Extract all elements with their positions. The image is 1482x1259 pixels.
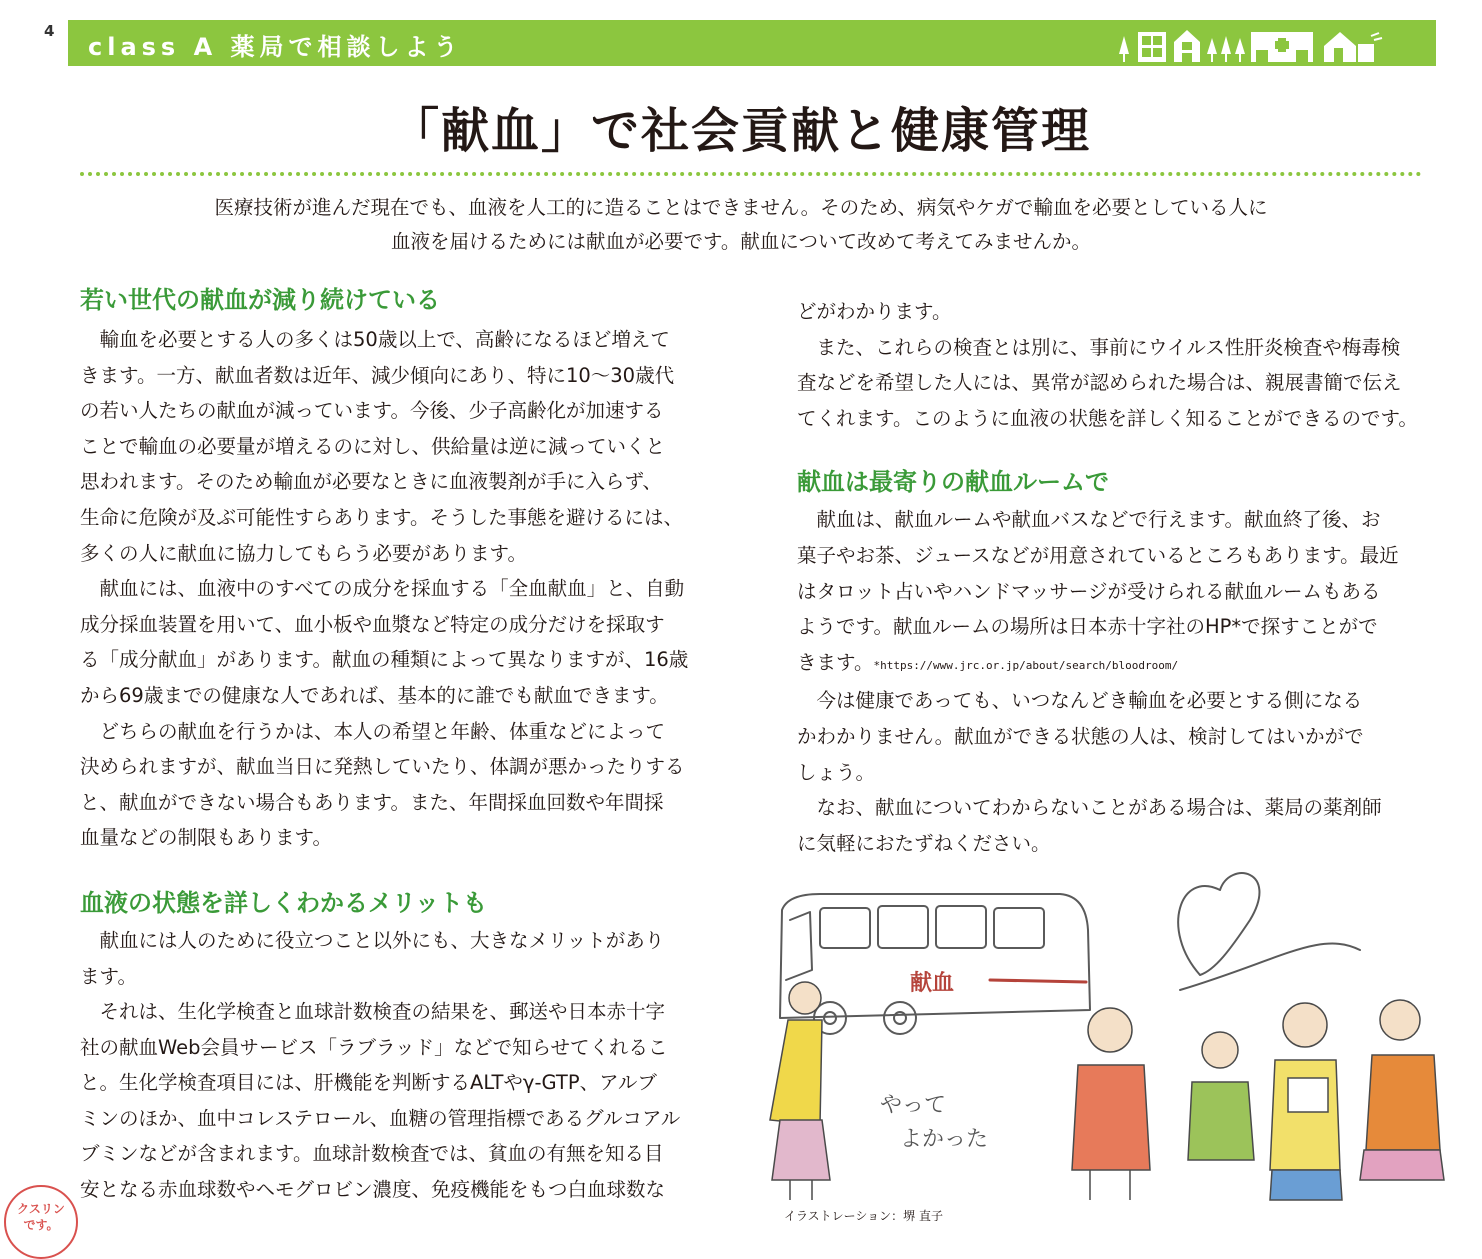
body-line: はタロット占いやハンドマッサージが受けられる献血ルームもある	[797, 579, 1381, 603]
handwritten-text-2: よかった	[900, 1127, 989, 1152]
body-line: 菓子やお茶、ジュースなどが用意されているところもあります。最近	[797, 543, 1399, 567]
town-icons	[1116, 24, 1406, 66]
mascot-badge	[4, 1185, 78, 1259]
illustration-credit: イラストレーション：堺 直子	[784, 1209, 943, 1223]
lead-line: 医療技術が進んだ現在でも、血液を人工的に造ることはできません。そのため、病気やケガで輸血を必要としている人に	[214, 196, 1268, 219]
body-line: どちらの献血を行うかは、本人の希望と年齢、体重などによって	[80, 719, 666, 743]
lead-line: 血液を届けるためには献血が必要です。献血について改めて考えてみませんか。	[390, 230, 1092, 253]
class-header-bar	[68, 20, 1436, 66]
body-line: 血量などの制限もあります。	[80, 826, 332, 850]
body-line: 献血には、血液中のすべての成分を採血する「全血献血」と、自動	[80, 577, 685, 601]
section-body	[797, 294, 1437, 436]
body-line: ようです。献血ルームの場所は日本赤十字社のHP*で探すことがで	[797, 615, 1378, 639]
body-line: ます。	[80, 964, 137, 988]
body-line: 今は健康であっても、いつなんどき輸血を必要とする側になる	[797, 689, 1363, 713]
body-line: に気軽におたずねください。	[797, 831, 1051, 855]
body-line: 輸血を必要とする人の多くは50歳以上で、高齢になるほど増えて	[80, 328, 670, 351]
section-body	[80, 923, 720, 1208]
body-line: 生命に危険が及ぶ可能性すらあります。そうした事態を避けるには、	[80, 505, 683, 529]
body-line: また、これらの検査とは別に、事前にウイルス性肝炎検査や梅毒検	[797, 335, 1401, 359]
body-line: それは、生化学検査と血球計数検査の結果を、郵送や日本赤十字	[80, 1000, 666, 1024]
body-line: 思われます。そのため輸血が必要なときに血液製剤が手に入らず、	[80, 470, 662, 494]
badge-text: クスリン です。	[17, 1202, 65, 1232]
body-line: なお、献血についてわからないことがある場合は、薬局の薬剤師	[797, 796, 1382, 820]
section-heading: 若い世代の献血が減り続けている	[80, 286, 440, 314]
footnote-url: *https://www.jrc.or.jp/about/search/bloodroom/	[873, 658, 1179, 672]
body-line: 社の献血Web会員サービス「ラブラッド」などで知らせてくれるこ	[80, 1035, 668, 1059]
right-column	[797, 294, 1437, 861]
blood-donation-illustration	[760, 850, 1460, 1210]
body-line-text: きます。	[797, 650, 874, 674]
body-line: 献血は、献血ルームや献血バスなどで行えます。献血終了後、お	[797, 508, 1381, 532]
body-line: る「成分献血」があります。献血の種類によって異なりますが、16歳	[80, 648, 689, 672]
body-line: の若い人たちの献血が減っています。今後、少子高齢化が加速する	[80, 399, 664, 423]
body-line: てくれます。このように血液の状態を詳しく知ることができるのです。	[797, 406, 1418, 430]
body-line: どがわかります。	[797, 300, 952, 323]
lead-text	[0, 191, 1482, 259]
main-title: 「献血」で社会貢献と健康管理	[390, 103, 1091, 159]
body-line: しょう。	[797, 760, 876, 784]
left-column	[80, 280, 720, 1208]
section-body	[797, 502, 1437, 861]
body-line: 献血には人のために役立つこと以外にも、大きなメリットがあり	[80, 928, 665, 952]
section-body	[80, 322, 720, 856]
body-line: ことで輸血の必要量が増えるのに対し、供給量は逆に減っていくと	[80, 434, 666, 458]
body-line: 決められますが、献血当日に発熱していたり、体調が悪かったりする	[80, 755, 685, 779]
body-line: きます。一方、献血者数は近年、減少傾向にあり、特に10〜30歳代	[80, 363, 675, 387]
class-title: class A 薬局で相談しよう	[88, 33, 463, 61]
page-number: 4	[44, 22, 55, 40]
body-line: から69歳までの健康な人であれば、基本的に誰でも献血できます。	[80, 683, 669, 707]
section-heading: 献血は最寄りの献血ルームで	[797, 468, 1109, 497]
body-line: と。生化学検査項目には、肝機能を判断するALTやγ-GTP、アルブ	[80, 1071, 657, 1095]
body-line: 安となる赤血球数やヘモグロビン濃度、免疫機能をもつ白血球数な	[80, 1178, 666, 1202]
section-heading: 血液の状態を詳しくわかるメリットも	[80, 888, 488, 917]
body-line: と、献血ができない場合もあります。また、年間採血回数や年間採	[80, 790, 664, 814]
body-line: 多くの人に献血に協力してもらう必要があります。	[80, 541, 527, 565]
body-line: 成分採血装置を用いて、血小板や血漿など特定の成分だけを採取す	[80, 612, 665, 636]
body-line: 査などを希望した人には、異常が認められた場合は、親展書簡で伝え	[797, 371, 1402, 395]
body-line: ミンのほか、血中コレステロール、血糖の管理指標であるグルコアル	[80, 1106, 681, 1130]
handwritten-text-1: やって	[880, 1093, 947, 1118]
body-line: かわかりません。献血ができる状態の人は、検討してはいかがで	[797, 724, 1364, 748]
body-line	[797, 645, 1437, 684]
body-line: ブミンなどが含まれます。血球計数検査では、貧血の有無を知る目	[80, 1142, 664, 1166]
dotted-divider	[80, 172, 1422, 176]
bus-label: 献血	[910, 970, 955, 995]
